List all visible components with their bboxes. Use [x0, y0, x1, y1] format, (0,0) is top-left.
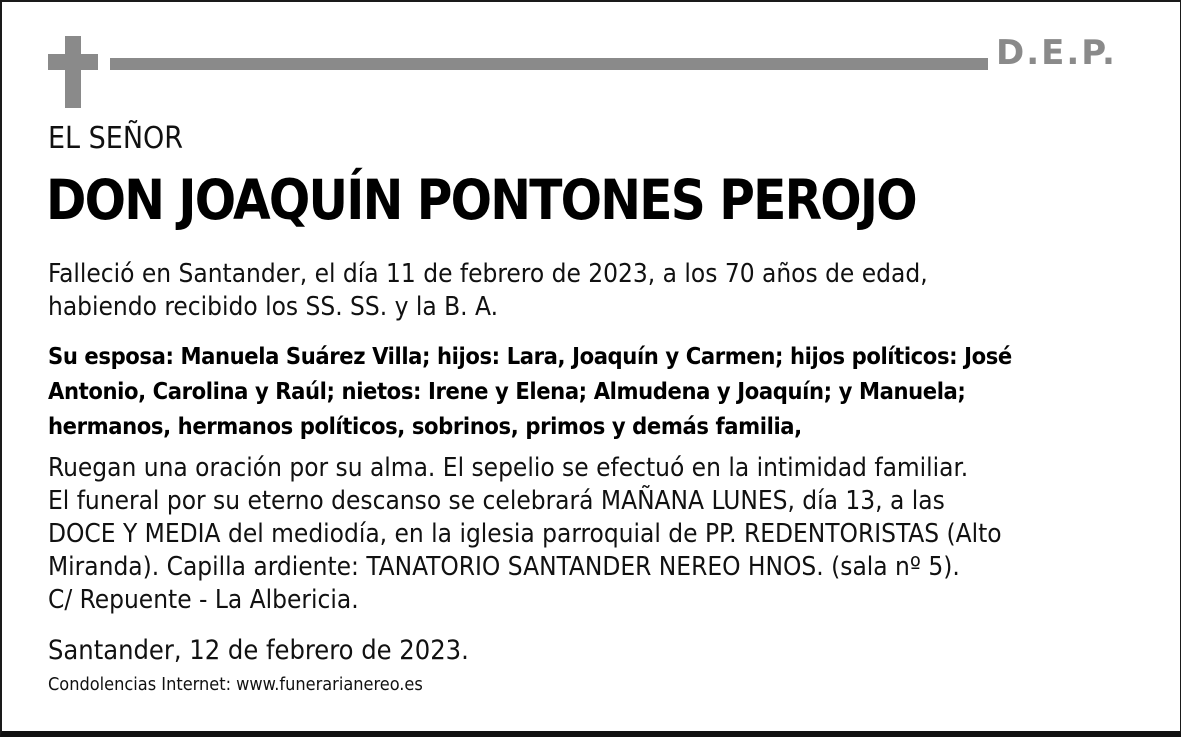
ceremony-line: C/ Repuente - La Albericia. — [48, 585, 359, 615]
death-line: Falleció en Santander, el día 11 de febrero de 2023, a los 70 años de edad, — [48, 259, 928, 289]
deceased-name: DON JOAQUÍN PONTONES PEROJO — [46, 168, 916, 232]
death-line: habiendo recibido los SS. SS. y la B. A. — [48, 292, 498, 322]
ceremony-line: Miranda). Capilla ardiente: TANATORIO SANTANDER NEREO HNOS. (sala nº 5). — [48, 552, 960, 582]
ceremony-line: DOCE Y MEDIA del mediodía, en la iglesia parroquial de PP. REDENTORISTAS (Alto — [48, 519, 1002, 549]
family-line: hermanos, hermanos políticos, sobrinos, primos y demás familia, — [48, 412, 802, 440]
ceremony-line: Ruegan una oración por su alma. El sepelio se efectuó en la intimidad familiar. — [48, 453, 969, 483]
ceremony-line: El funeral por su eterno descanso se celebrará MAÑANA LUNES, día 13, a las — [48, 486, 945, 516]
family-line: Su esposa: Manuela Suárez Villa; hijos: Lara, Joaquín y Carmen; hijos políticos: José — [48, 342, 1012, 370]
ceremony-paragraph — [48, 452, 1148, 617]
place-date: Santander, 12 de febrero de 2023. — [48, 635, 469, 666]
death-paragraph — [48, 258, 1148, 324]
header-rule — [110, 58, 988, 70]
family-paragraph — [48, 339, 1148, 444]
condolences-line: Condolencias Internet: www.funerarianereo.es — [48, 674, 423, 695]
dep-label: D.E.P. — [996, 33, 1117, 73]
title-prefix: EL SEÑOR — [48, 121, 184, 156]
cross-icon — [48, 36, 98, 108]
family-line: Antonio, Carolina y Raúl; nietos: Irene y Elena; Almudena y Joaquín; y Manuela; — [48, 377, 966, 405]
